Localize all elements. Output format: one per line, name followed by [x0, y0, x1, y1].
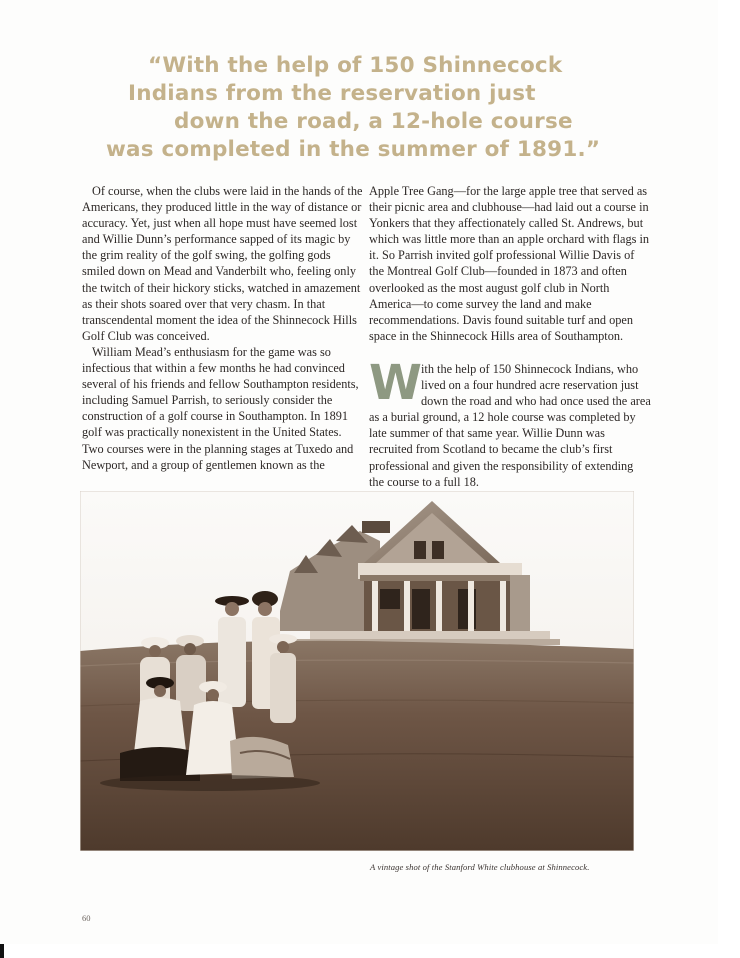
body-paragraph: Apple Tree Gang—for the large apple tree that served as their picnic area and clubhouse—had laid out a course in Yonkers that they affectionately called St. Andrews, but which was little more than an apple orchard with flags in it. So Parrish invited golf professional Willie Davis of the Montreal Golf Club—founded in 1873 and often overlooked as the most august golf club in North America—to come survey the land and make recommendations. Davis found suitable turf and open space in the Shinnecock Hills area of Southampton.	[369, 184, 650, 343]
scan-edge-mark	[0, 944, 4, 958]
body-paragraph: Of course, when the clubs were laid in the hands of the Americans, they produced little in the way of distance or accuracy. Yet, just when all hope must have seemed lost and Willie Dunn’s performance sapped of its magic by the grim reality of the golf swing, the golfing gods smiled down on Mead and Vanderbilt who, feeling only the twitch of their hickory sticks, watched in amazement as their shots soared over that very chasm. In that transcendental moment the idea of the Shinnecock Hills Golf Club was conceived.	[82, 184, 363, 343]
left-text-column	[82, 183, 364, 473]
vintage-clubhouse-photo	[80, 491, 634, 851]
pull-quote-line: down the road, a 12-hole course	[174, 109, 573, 134]
drop-cap: W	[369, 354, 422, 411]
right-text-column	[369, 183, 651, 490]
pull-quote-line: was completed in the summer of 1891.”	[106, 137, 601, 162]
body-paragraph: William Mead’s enthusiasm for the game was so infectious that within a few months he had convinced several of his friends and fellow Southampton residents, including Samuel Parrish, to seriously consider the construction of a golf course in Southampton. In 1891 golf was practically nonexistent in the United States. Two courses were in the planning stages at Tuxedo and Newport, and a group of gentlemen known as the	[82, 344, 359, 472]
photo-caption: A vintage shot of the Stanford White clubhouse at Shinnecock.	[370, 862, 590, 872]
pull-quote-line: Indians from the reservation just	[128, 81, 536, 106]
page-number: 60	[82, 913, 91, 923]
photo-illustration	[80, 491, 634, 851]
dropcap-paragraph	[369, 354, 651, 490]
body-paragraph-text: ith the help of 150 Shinnecock Indians, who lived on a four hundred acre reservation just down the road and who had once used the area as a burial ground, a 12 hole course was completed by late summer of that same year. Willie Dunn was recruited from Scotland to became the club’s first professional and given the responsibility of extending the course to a full 18.	[369, 361, 651, 489]
pull-quote	[60, 52, 660, 164]
pull-quote-line: “With the help of 150 Shinnecock	[148, 53, 563, 78]
